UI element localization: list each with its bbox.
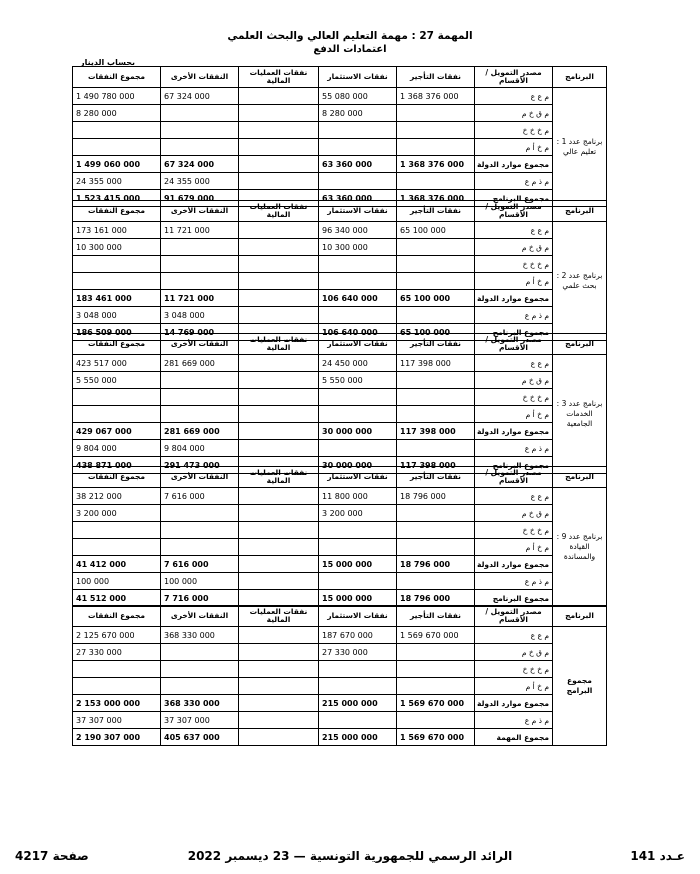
financial-cell <box>239 522 319 539</box>
financial-cell <box>239 556 319 573</box>
column-header-investment: نفقات الاستثمار <box>319 606 397 627</box>
total-cell: 1 523 415 000 <box>73 190 161 207</box>
table-row <box>73 695 607 712</box>
program-table <box>72 466 607 607</box>
investment-cell <box>319 661 397 678</box>
other-cell <box>161 122 239 139</box>
table-header-row <box>73 606 607 627</box>
funding-source: م خ خ خ <box>475 522 553 539</box>
total-cell: 41 512 000 <box>73 590 161 607</box>
column-header-other: النفقات الأخرى <box>161 467 239 488</box>
investment-cell: 15 000 000 <box>319 556 397 573</box>
table-row <box>73 355 607 372</box>
program-table <box>72 605 607 746</box>
other-cell <box>161 105 239 122</box>
operating-cell: 1 368 376 000 <box>397 190 475 207</box>
total-cell: 186 509 000 <box>73 324 161 341</box>
program-table <box>72 200 607 341</box>
table-row <box>73 139 607 156</box>
funding-source: م ق خ م <box>475 239 553 256</box>
operating-cell <box>397 712 475 729</box>
investment-cell <box>319 712 397 729</box>
operating-cell <box>397 661 475 678</box>
other-cell <box>161 372 239 389</box>
footer-page-number: صفحة 4217 <box>15 849 89 863</box>
other-cell <box>161 661 239 678</box>
other-cell: 67 324 000 <box>161 156 239 173</box>
table-row <box>73 488 607 505</box>
investment-cell: 5 550 000 <box>319 372 397 389</box>
total-cell: 1 490 780 000 <box>73 88 161 105</box>
investment-cell: 187 670 000 <box>319 627 397 644</box>
column-header-operating: نفقات التأجير <box>397 467 475 488</box>
column-header-operating: نفقات التأجير <box>397 201 475 222</box>
table-row <box>73 222 607 239</box>
investment-cell <box>319 173 397 190</box>
total-cell: 2 190 307 000 <box>73 729 161 746</box>
funding-source: م خ خ خ <box>475 256 553 273</box>
investment-cell <box>319 406 397 423</box>
funding-source: مجموع المهمة <box>475 729 553 746</box>
operating-cell: 65 100 000 <box>397 290 475 307</box>
investment-cell <box>319 539 397 556</box>
other-cell: 368 330 000 <box>161 627 239 644</box>
column-header-operating: نفقات التأجير <box>397 334 475 355</box>
total-cell: 100 000 <box>73 573 161 590</box>
column-header-financial: نفقات العمليات المالية <box>239 67 319 88</box>
table-row <box>73 406 607 423</box>
operating-cell <box>397 406 475 423</box>
table-row <box>73 590 607 607</box>
column-header-total: مجموع النفقات <box>73 467 161 488</box>
operating-cell <box>397 372 475 389</box>
investment-cell: 215 000 000 <box>319 695 397 712</box>
funding-source: مجموع البرنامج <box>475 190 553 207</box>
total-cell: 27 330 000 <box>73 644 161 661</box>
program-name: مجموع البرامج <box>553 627 607 746</box>
operating-cell: 65 100 000 <box>397 222 475 239</box>
table-row <box>73 556 607 573</box>
column-header-other: النفقات الأخرى <box>161 334 239 355</box>
column-header-total: مجموع النفقات <box>73 334 161 355</box>
column-header-operating: نفقات التأجير <box>397 606 475 627</box>
funding-source: مجموع البرنامج <box>475 590 553 607</box>
other-cell: 24 355 000 <box>161 173 239 190</box>
program-table <box>72 66 607 207</box>
table-row <box>73 678 607 695</box>
funding-source: م ق خ م <box>475 105 553 122</box>
page-subtitle: اعتمادات الدفع <box>313 44 387 55</box>
other-cell <box>161 256 239 273</box>
financial-cell <box>239 590 319 607</box>
financial-cell <box>239 423 319 440</box>
program-name: برنامج عدد 1 : تعليم عالي <box>553 88 607 207</box>
table-row <box>73 156 607 173</box>
funding-source: م ذ م ع <box>475 440 553 457</box>
investment-cell: 30 000 000 <box>319 457 397 474</box>
funding-source: م خ خ خ <box>475 661 553 678</box>
other-cell: 291 473 000 <box>161 457 239 474</box>
currency-note: بحساب الدينار <box>80 58 135 67</box>
column-header-operating: نفقات التأجير <box>397 67 475 88</box>
column-header-investment: نفقات الاستثمار <box>319 467 397 488</box>
column-header-source: مصدر التمويل / الأقسام <box>475 606 553 627</box>
column-header-financial: نفقات العمليات المالية <box>239 606 319 627</box>
funding-source: م ع ع <box>475 488 553 505</box>
investment-cell: 106 640 000 <box>319 324 397 341</box>
table-row <box>73 522 607 539</box>
table-row <box>73 307 607 324</box>
operating-cell: 18 796 000 <box>397 590 475 607</box>
operating-cell: 1 569 670 000 <box>397 729 475 746</box>
other-cell <box>161 389 239 406</box>
page-title: المهمة 27 : مهمة التعليم العالي والبحث العلمي <box>227 30 473 42</box>
investment-cell <box>319 307 397 324</box>
table-row <box>73 372 607 389</box>
table-row <box>73 423 607 440</box>
column-header-source: مصدر التمويل / الأقسام <box>475 67 553 88</box>
funding-source: م ع ع <box>475 355 553 372</box>
column-header-source: مصدر التمويل / الأقسام <box>475 467 553 488</box>
other-cell: 11 721 000 <box>161 222 239 239</box>
total-cell <box>73 539 161 556</box>
column-header-source: مصدر التمويل / الأقسام <box>475 201 553 222</box>
other-cell <box>161 539 239 556</box>
total-cell <box>73 273 161 290</box>
funding-source: م ذ م ع <box>475 573 553 590</box>
operating-cell: 18 796 000 <box>397 556 475 573</box>
funding-source: م خ أ م <box>475 273 553 290</box>
column-header-other: النفقات الأخرى <box>161 201 239 222</box>
financial-cell <box>239 372 319 389</box>
financial-cell <box>239 440 319 457</box>
operating-cell <box>397 139 475 156</box>
total-cell: 3 200 000 <box>73 505 161 522</box>
financial-cell <box>239 122 319 139</box>
total-cell <box>73 139 161 156</box>
financial-cell <box>239 105 319 122</box>
investment-cell: 215 000 000 <box>319 729 397 746</box>
funding-source: م خ خ خ <box>475 122 553 139</box>
operating-cell <box>397 307 475 324</box>
total-cell: 37 307 000 <box>73 712 161 729</box>
other-cell: 405 637 000 <box>161 729 239 746</box>
table-row <box>73 290 607 307</box>
table-row <box>73 239 607 256</box>
other-cell <box>161 239 239 256</box>
total-cell: 183 461 000 <box>73 290 161 307</box>
operating-cell <box>397 522 475 539</box>
investment-cell <box>319 440 397 457</box>
other-cell <box>161 644 239 661</box>
table-row <box>73 256 607 273</box>
other-cell: 11 721 000 <box>161 290 239 307</box>
funding-source: م ذ م ع <box>475 307 553 324</box>
investment-cell: 8 280 000 <box>319 105 397 122</box>
financial-cell <box>239 239 319 256</box>
funding-source: م ق خ م <box>475 372 553 389</box>
other-cell: 67 324 000 <box>161 88 239 105</box>
financial-cell <box>239 712 319 729</box>
funding-source: م ع ع <box>475 222 553 239</box>
funding-source: م ق خ م <box>475 644 553 661</box>
funding-source: م ذ م ع <box>475 712 553 729</box>
table-row <box>73 389 607 406</box>
other-cell: 7 616 000 <box>161 488 239 505</box>
funding-source: مجموع موارد الدولة <box>475 290 553 307</box>
investment-cell <box>319 273 397 290</box>
operating-cell <box>397 505 475 522</box>
column-header-investment: نفقات الاستثمار <box>319 67 397 88</box>
other-cell: 91 679 000 <box>161 190 239 207</box>
financial-cell <box>239 355 319 372</box>
table-row <box>73 505 607 522</box>
program-table <box>72 333 607 474</box>
program-name: برنامج عدد 9 : القيادة والمساندة <box>553 488 607 607</box>
total-cell: 173 161 000 <box>73 222 161 239</box>
financial-cell <box>239 406 319 423</box>
page-header <box>0 30 700 56</box>
table-row <box>73 661 607 678</box>
column-header-other: النفقات الأخرى <box>161 606 239 627</box>
column-header-other: النفقات الأخرى <box>161 67 239 88</box>
total-cell: 24 355 000 <box>73 173 161 190</box>
investment-cell: 24 450 000 <box>319 355 397 372</box>
other-cell: 3 048 000 <box>161 307 239 324</box>
column-header-total: مجموع النفقات <box>73 201 161 222</box>
total-cell: 2 125 670 000 <box>73 627 161 644</box>
table-row <box>73 627 607 644</box>
column-header-investment: نفقات الاستثمار <box>319 334 397 355</box>
funding-source: مجموع موارد الدولة <box>475 695 553 712</box>
investment-cell: 30 000 000 <box>319 423 397 440</box>
table-row <box>73 122 607 139</box>
operating-cell <box>397 389 475 406</box>
column-header-program: البرنامج <box>553 67 607 88</box>
total-cell <box>73 661 161 678</box>
other-cell <box>161 139 239 156</box>
table-row <box>73 88 607 105</box>
other-cell: 7 716 000 <box>161 590 239 607</box>
total-cell <box>73 678 161 695</box>
operating-cell: 65 100 000 <box>397 324 475 341</box>
table-row <box>73 273 607 290</box>
other-cell: 281 669 000 <box>161 423 239 440</box>
funding-source: م ذ م ع <box>475 173 553 190</box>
financial-cell <box>239 156 319 173</box>
investment-cell <box>319 139 397 156</box>
table-row <box>73 173 607 190</box>
investment-cell: 11 800 000 <box>319 488 397 505</box>
investment-cell: 3 200 000 <box>319 505 397 522</box>
table-row <box>73 712 607 729</box>
funding-source: م ع ع <box>475 88 553 105</box>
investment-cell: 15 000 000 <box>319 590 397 607</box>
column-header-financial: نفقات العمليات المالية <box>239 467 319 488</box>
financial-cell <box>239 661 319 678</box>
other-cell: 9 804 000 <box>161 440 239 457</box>
table-row <box>73 539 607 556</box>
column-header-program: البرنامج <box>553 201 607 222</box>
table-row <box>73 440 607 457</box>
total-cell: 438 871 000 <box>73 457 161 474</box>
funding-source: م خ أ م <box>475 406 553 423</box>
operating-cell <box>397 173 475 190</box>
financial-cell <box>239 695 319 712</box>
program-name: برنامج عدد 2 : بحث علمي <box>553 222 607 341</box>
page-footer <box>15 849 685 869</box>
other-cell: 281 669 000 <box>161 355 239 372</box>
other-cell: 37 307 000 <box>161 712 239 729</box>
operating-cell: 1 368 376 000 <box>397 88 475 105</box>
financial-cell <box>239 290 319 307</box>
table-header-row <box>73 67 607 88</box>
total-cell <box>73 389 161 406</box>
operating-cell: 117 398 000 <box>397 457 475 474</box>
operating-cell <box>397 440 475 457</box>
column-header-program: البرنامج <box>553 334 607 355</box>
investment-cell <box>319 573 397 590</box>
financial-cell <box>239 505 319 522</box>
funding-source: م خ أ م <box>475 139 553 156</box>
operating-cell <box>397 105 475 122</box>
operating-cell <box>397 256 475 273</box>
funding-source: مجموع البرنامج <box>475 457 553 474</box>
investment-cell <box>319 522 397 539</box>
column-header-financial: نفقات العمليات المالية <box>239 334 319 355</box>
table-row <box>73 105 607 122</box>
total-cell <box>73 122 161 139</box>
total-cell: 8 280 000 <box>73 105 161 122</box>
total-cell: 5 550 000 <box>73 372 161 389</box>
operating-cell <box>397 539 475 556</box>
operating-cell: 1 368 376 000 <box>397 156 475 173</box>
financial-cell <box>239 539 319 556</box>
financial-cell <box>239 678 319 695</box>
financial-cell <box>239 573 319 590</box>
footer-journal-title: الرائد الرسمي للجمهورية التونسية — 23 ديسمبر 2022 <box>187 849 513 863</box>
financial-cell <box>239 173 319 190</box>
operating-cell <box>397 122 475 139</box>
operating-cell: 117 398 000 <box>397 355 475 372</box>
other-cell: 368 330 000 <box>161 695 239 712</box>
table-row <box>73 729 607 746</box>
total-cell: 41 412 000 <box>73 556 161 573</box>
operating-cell <box>397 644 475 661</box>
column-header-program: البرنامج <box>553 467 607 488</box>
funding-source: مجموع موارد الدولة <box>475 156 553 173</box>
total-cell: 10 300 000 <box>73 239 161 256</box>
financial-cell <box>239 644 319 661</box>
program-name: برنامج عدد 3 : الخدمات الجامعية <box>553 355 607 474</box>
total-cell <box>73 256 161 273</box>
funding-source: م ع ع <box>475 627 553 644</box>
other-cell: 14 769 000 <box>161 324 239 341</box>
column-header-financial: نفقات العمليات المالية <box>239 201 319 222</box>
investment-cell <box>319 678 397 695</box>
total-cell: 1 499 060 000 <box>73 156 161 173</box>
column-header-program: البرنامج <box>553 606 607 627</box>
column-header-total: مجموع النفقات <box>73 606 161 627</box>
financial-cell <box>239 222 319 239</box>
investment-cell: 63 360 000 <box>319 190 397 207</box>
table-header-row <box>73 467 607 488</box>
financial-cell <box>239 88 319 105</box>
investment-cell: 63 360 000 <box>319 156 397 173</box>
operating-cell <box>397 678 475 695</box>
total-cell: 3 048 000 <box>73 307 161 324</box>
total-cell: 2 153 000 000 <box>73 695 161 712</box>
column-header-source: مصدر التمويل / الأقسام <box>475 334 553 355</box>
table-row <box>73 644 607 661</box>
operating-cell <box>397 273 475 290</box>
total-cell: 38 212 000 <box>73 488 161 505</box>
funding-source: مجموع موارد الدولة <box>475 423 553 440</box>
financial-cell <box>239 729 319 746</box>
investment-cell: 10 300 000 <box>319 239 397 256</box>
financial-cell <box>239 139 319 156</box>
other-cell <box>161 678 239 695</box>
investment-cell <box>319 122 397 139</box>
total-cell: 9 804 000 <box>73 440 161 457</box>
operating-cell: 1 569 670 000 <box>397 627 475 644</box>
other-cell <box>161 505 239 522</box>
table-header-row <box>73 334 607 355</box>
investment-cell: 96 340 000 <box>319 222 397 239</box>
investment-cell <box>319 256 397 273</box>
funding-source: مجموع البرنامج <box>475 324 553 341</box>
table-row <box>73 573 607 590</box>
funding-source: م خ خ خ <box>475 389 553 406</box>
total-cell <box>73 522 161 539</box>
financial-cell <box>239 627 319 644</box>
column-header-total: مجموع النفقات <box>73 67 161 88</box>
other-cell <box>161 522 239 539</box>
total-cell: 429 067 000 <box>73 423 161 440</box>
operating-cell: 1 569 670 000 <box>397 695 475 712</box>
funding-source: مجموع موارد الدولة <box>475 556 553 573</box>
investment-cell <box>319 389 397 406</box>
operating-cell <box>397 239 475 256</box>
other-cell <box>161 406 239 423</box>
financial-cell <box>239 389 319 406</box>
operating-cell: 18 796 000 <box>397 488 475 505</box>
funding-source: م خ أ م <box>475 539 553 556</box>
column-header-investment: نفقات الاستثمار <box>319 201 397 222</box>
operating-cell <box>397 573 475 590</box>
financial-cell <box>239 256 319 273</box>
investment-cell: 55 080 000 <box>319 88 397 105</box>
total-cell <box>73 406 161 423</box>
financial-cell <box>239 488 319 505</box>
financial-cell <box>239 307 319 324</box>
funding-source: م ق خ م <box>475 505 553 522</box>
financial-cell <box>239 273 319 290</box>
funding-source: م خ أ م <box>475 678 553 695</box>
table-header-row <box>73 201 607 222</box>
operating-cell: 117 398 000 <box>397 423 475 440</box>
investment-cell: 27 330 000 <box>319 644 397 661</box>
other-cell <box>161 273 239 290</box>
other-cell: 100 000 <box>161 573 239 590</box>
footer-issue-number: عـدد 141 <box>630 849 685 863</box>
investment-cell: 106 640 000 <box>319 290 397 307</box>
other-cell: 7 616 000 <box>161 556 239 573</box>
total-cell: 423 517 000 <box>73 355 161 372</box>
